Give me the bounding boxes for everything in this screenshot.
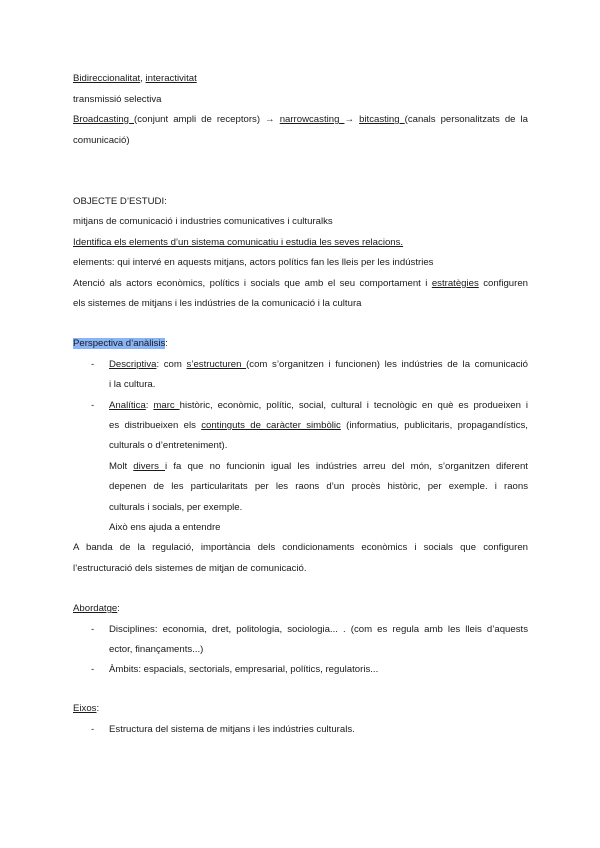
intro-line-3 — [73, 114, 528, 126]
objecte-heading: OBJECTE D’ESTUDI: — [73, 196, 167, 207]
intro-line-4: comunicació) — [73, 135, 130, 146]
perspectiva-heading — [73, 338, 168, 350]
objecte-line-4 — [73, 278, 528, 290]
term-interactivitat: interactivitat — [145, 73, 197, 84]
disciplines-line-1: Disciplines: economia, dret, politologia, sociologia... . (com es regula amb les lleis d’aquests — [109, 624, 528, 635]
molt-line-3: culturals i socials, per exemple. — [109, 502, 243, 513]
text-segment: (canals personalitzats de la — [404, 114, 528, 125]
abordatge-heading — [73, 603, 120, 615]
eixos-label: Eixos — [73, 703, 97, 714]
objecte-line-3: elements: qui intervé en aquests mitjans, actors polítics fan les lleis per les indústries — [73, 257, 434, 268]
term-estrategies: estratègies — [431, 278, 479, 289]
highlighted-heading: Perspectiva d’anàlisis — [73, 338, 166, 349]
text-segment: (com s’organitzen i funcionen) les indústries de la comunicació — [246, 359, 528, 370]
abordatge-label: Abordatge — [73, 603, 118, 614]
text-segment: es distribueixen els — [109, 420, 202, 431]
text-segment: Molt — [109, 461, 134, 472]
bullet-dash: - — [91, 664, 95, 675]
term-divers: divers — [133, 461, 166, 472]
descriptiva-line-2: i la cultura. — [109, 379, 156, 390]
text-segment: : com — [156, 359, 187, 370]
bullet-dash: - — [91, 624, 95, 635]
text-segment: configuren — [478, 278, 528, 289]
objecte-line-1: mitjans de comunicació i industries comunicatives i culturalks — [73, 216, 333, 227]
term-narrowcasting: narrowcasting — [279, 114, 345, 125]
regulacio-line-2: l’estructuració dels sistemes de mitjan de comunicació. — [73, 563, 307, 574]
colon: : — [117, 603, 120, 614]
text-segment: i fa que no funcionin igual les indústries arreu del món, s’organitzen diferent — [165, 461, 528, 472]
separator: , — [140, 73, 146, 84]
term-bidireccionalitat: Bidireccionalitat — [73, 73, 141, 84]
colon: : — [96, 703, 100, 714]
intro-line-1 — [73, 73, 197, 85]
eixos-heading — [73, 703, 99, 715]
term-bitcasting: bitcasting — [359, 114, 405, 125]
intro-line-2: transmissió selectiva — [73, 94, 162, 105]
term-broadcasting: Broadcasting — [73, 114, 135, 125]
text-segment: (informatius, publicitaris, propagandístics, — [340, 420, 528, 431]
text-segment: (conjunt ampli de receptors) → — [134, 114, 280, 125]
analitica-line-2 — [109, 420, 528, 432]
regulacio-line-1: A banda de la regulació, importància dels condicionaments econòmics i socials que configuren — [73, 542, 528, 553]
text-segment: : — [145, 400, 154, 411]
estructura-line: Estructura del sistema de mitjans i les indústries culturals. — [109, 724, 355, 735]
bullet-dash: - — [91, 724, 95, 735]
objecte-line-2: Identifica els elements d’un sistema comunicatiu i estudia les seves relacions. — [73, 237, 404, 248]
disciplines-line-2: ector, finançaments...) — [109, 644, 204, 655]
term-continguts-simbolic: continguts de caràcter simbòlic — [201, 420, 341, 431]
objecte-line-5: els sistemes de mitjans i les indústries de la comunicació i la cultura — [73, 298, 362, 309]
term-analitica: Analítica — [109, 400, 146, 411]
analitica-line-3: culturals o d’entreteniment). — [109, 440, 228, 451]
text-segment: → — [344, 114, 360, 125]
term-descriptiva: Descriptiva — [109, 359, 157, 370]
molt-line-4: Això ens ajuda a entendre — [109, 522, 221, 533]
term-sestructuren: s’estructuren — [186, 359, 247, 370]
molt-line-2: depenen de les particularitats per les raons d’un procès històric, per exemple. i raons — [109, 481, 528, 492]
term-marc: marc — [153, 400, 180, 411]
descriptiva-line-1 — [109, 359, 528, 371]
text-segment: històric, econòmic, polític, social, cultural i tecnològic en què es produeixen i — [179, 400, 528, 411]
bullet-dash: - — [91, 359, 95, 370]
ambits-line: Àmbits: espacials, sectorials, empresarial, polítics, regulatoris... — [109, 664, 379, 675]
molt-line-1 — [109, 461, 528, 473]
analitica-line-1 — [109, 400, 528, 412]
text-segment: Atenció als actors econòmics, polítics i socials que amb el seu comportament i — [73, 278, 432, 289]
bullet-dash: - — [91, 400, 95, 411]
colon: : — [165, 338, 168, 349]
